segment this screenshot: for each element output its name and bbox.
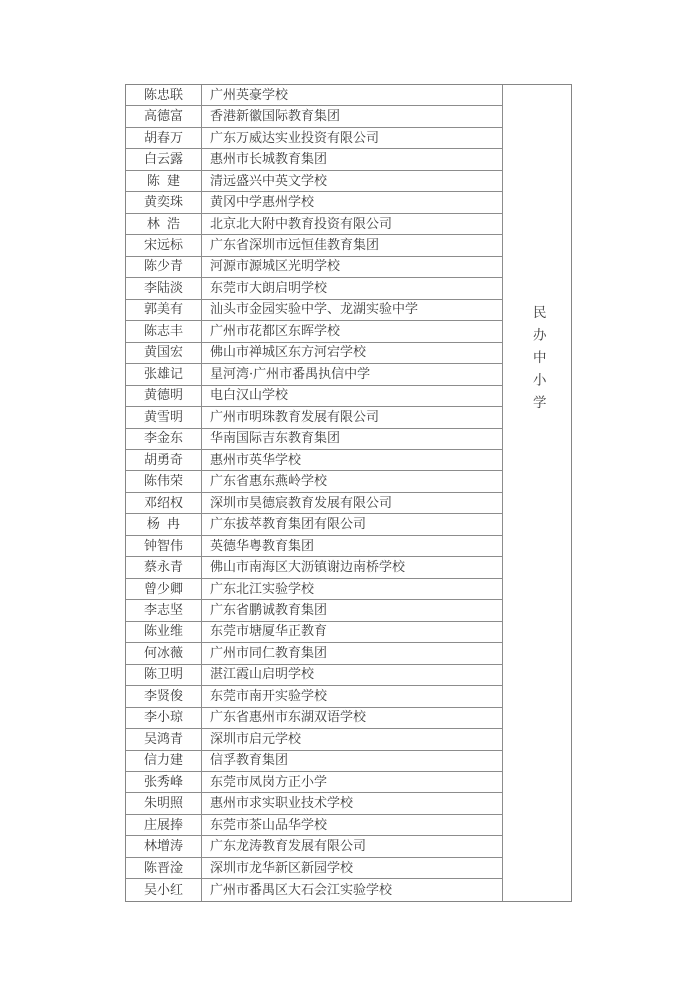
- name-cell: 林浩: [126, 214, 202, 235]
- school-cell: 星河湾·广州市番禺执信中学: [202, 364, 503, 385]
- school-cell: 华南国际吉东教育集团: [202, 429, 503, 450]
- school-cell: 广东北江实验学校: [202, 579, 503, 600]
- name-cell: 黄国宏: [126, 343, 202, 364]
- name-cell: 朱明照: [126, 793, 202, 814]
- name-cell: 何冰薇: [126, 643, 202, 664]
- school-cell: 广州市花都区东晖学校: [202, 321, 503, 342]
- category-label: 民办中小学: [529, 305, 546, 418]
- school-cell: 广东拔萃教育集团有限公司: [202, 514, 503, 535]
- name-cell: 陈建: [126, 171, 202, 192]
- name-cell: 宋远标: [126, 235, 202, 256]
- name-cell: 黄雪明: [126, 407, 202, 428]
- name-cell: 陈伟荣: [126, 471, 202, 492]
- school-cell: 广东龙涛教育发展有限公司: [202, 836, 503, 857]
- school-cell: 英德华粤教育集团: [202, 536, 503, 557]
- school-cell: 深圳市启元学校: [202, 729, 503, 750]
- name-cell: 林增涛: [126, 836, 202, 857]
- school-cell: 惠州市英华学校: [202, 450, 503, 471]
- school-cell: 惠州市长城教育集团: [202, 149, 503, 170]
- school-cell: 东莞市塘厦华正教育: [202, 622, 503, 643]
- name-cell: 杨冉: [126, 514, 202, 535]
- name-cell: 李小琼: [126, 708, 202, 729]
- name-cell: 胡勇奇: [126, 450, 202, 471]
- school-cell: 信孚教育集团: [202, 751, 503, 772]
- name-cell: 白云露: [126, 149, 202, 170]
- name-cell: 吴鸿青: [126, 729, 202, 750]
- school-cell: 深圳市昊德宸教育发展有限公司: [202, 493, 503, 514]
- name-cell: 钟智伟: [126, 536, 202, 557]
- school-cell: 湛江霞山启明学校: [202, 665, 503, 686]
- name-cell: 陈卫明: [126, 665, 202, 686]
- name-cell: 胡春万: [126, 128, 202, 149]
- school-cell: 香港新徽国际教育集团: [202, 106, 503, 127]
- name-cell: 吴小红: [126, 879, 202, 900]
- name-cell: 陈晋淦: [126, 858, 202, 879]
- name-cell: 黄奕珠: [126, 192, 202, 213]
- name-cell: 邓绍权: [126, 493, 202, 514]
- name-cell: 陈忠联: [126, 85, 202, 106]
- school-cell: 电白汉山学校: [202, 386, 503, 407]
- school-cell: 黄冈中学惠州学校: [202, 192, 503, 213]
- school-cell: 河源市源城区光明学校: [202, 257, 503, 278]
- name-cell: 李陆淡: [126, 278, 202, 299]
- school-cell: 惠州市求实职业技术学校: [202, 793, 503, 814]
- name-cell: 庄展捧: [126, 815, 202, 836]
- name-cell: 陈志丰: [126, 321, 202, 342]
- school-cell: 广东省深圳市远恒佳教育集团: [202, 235, 503, 256]
- school-cell: 东莞市茶山品华学校: [202, 815, 503, 836]
- school-cell: 深圳市龙华新区新园学校: [202, 858, 503, 879]
- school-cell: 广州市明珠教育发展有限公司: [202, 407, 503, 428]
- category-cell: [503, 85, 571, 901]
- name-cell: 李志坚: [126, 600, 202, 621]
- school-cell: 东莞市凤岗方正小学: [202, 772, 503, 793]
- school-cell: 东莞市南开实验学校: [202, 686, 503, 707]
- name-cell: 信力建: [126, 751, 202, 772]
- name-cell: 曾少卿: [126, 579, 202, 600]
- school-cell: 广州市同仁教育集团: [202, 643, 503, 664]
- name-cell: 黄德明: [126, 386, 202, 407]
- name-cell: 陈业维: [126, 622, 202, 643]
- school-cell: 广东万威达实业投资有限公司: [202, 128, 503, 149]
- name-cell: 张秀峰: [126, 772, 202, 793]
- name-cell: 郭美有: [126, 300, 202, 321]
- school-cell: 东莞市大朗启明学校: [202, 278, 503, 299]
- name-cell: 李贤俊: [126, 686, 202, 707]
- roster-table: [125, 84, 572, 902]
- school-cell: 广东省惠州市东湖双语学校: [202, 708, 503, 729]
- school-cell: 汕头市金园实验中学、龙湖实验中学: [202, 300, 503, 321]
- name-cell: 陈少青: [126, 257, 202, 278]
- name-cell: 高德富: [126, 106, 202, 127]
- school-cell: 北京北大附中教育投资有限公司: [202, 214, 503, 235]
- name-cell: 李金东: [126, 429, 202, 450]
- school-cell: 广州英豪学校: [202, 85, 503, 106]
- name-cell: 张雄记: [126, 364, 202, 385]
- name-cell: 蔡永青: [126, 557, 202, 578]
- school-cell: 清远盛兴中英文学校: [202, 171, 503, 192]
- school-cell: 广东省惠东燕岭学校: [202, 471, 503, 492]
- school-cell: 佛山市禅城区东方河宕学校: [202, 343, 503, 364]
- school-cell: 广东省鹏诚教育集团: [202, 600, 503, 621]
- school-cell: 广州市番禺区大石会江实验学校: [202, 879, 503, 900]
- school-cell: 佛山市南海区大沥镇谢边南桥学校: [202, 557, 503, 578]
